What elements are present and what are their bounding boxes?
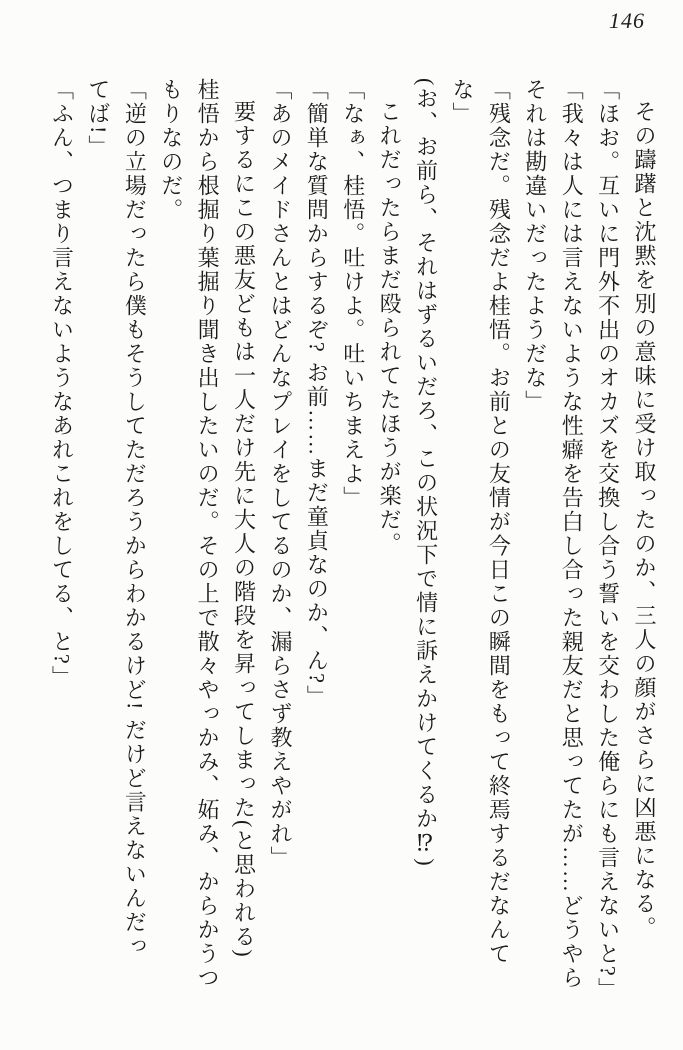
text-line: それは勘違いだったようだな」	[522, 78, 548, 414]
text-line: な」	[449, 78, 475, 126]
text-line: その躊躇と沈黙を別の意味に受け取ったのか、三人の顔がさらに凶悪になる。	[632, 100, 657, 940]
text-line: 「なぁ、桂悟。吐けよ。吐いちまえよ」	[340, 78, 366, 510]
text-line: 「ふん、つまり言えないようなあれこれをしてる、と?」	[49, 78, 75, 690]
text-line: (お、お前ら、それはずるいだろ、この状況下で情に訴えかけてくるか⁉)	[413, 78, 439, 868]
text-line: 「残念だ。残念だよ桂悟。お前との友情が今日この瞬間をもって終焉するだなんて	[486, 78, 512, 966]
text-line: 「我々は人には言えないような性癖を告白し合った親友だと思ってたが……どうやら	[559, 78, 585, 990]
text-line: 桂悟から根掘り葉掘り聞き出したいのだ。その上で散々やっかみ、妬み、からかうつ	[195, 78, 221, 990]
text-line: 「ほお。互いに門外不出のオカズを交換し合う誓いを交わした俺らにも言えないと?」	[595, 78, 621, 1002]
text-block	[42, 78, 662, 1036]
text-line: もりなのだ。	[158, 78, 184, 222]
text-line: 「あのメイドさんとはどんなプレイをしてるのか、漏らさず教えやがれ」	[267, 78, 293, 870]
text-line: てば!」	[85, 78, 111, 160]
text-line: これだったらまだ殴られてたほうが楽だ。	[377, 100, 403, 556]
page-number: 146	[609, 8, 645, 33]
text-line: 「簡単な質問からするぞ? お前……まだ童貞なのか、ん?」	[304, 78, 330, 710]
text-line: 要するにこの悪友どもは一人だけ先に大人の階段を昇ってしまった(と思われる)	[231, 100, 257, 959]
text-line: 「逆の立場だったら僕もそうしてただろうからわかるけど! だけど言えないんだっ	[122, 78, 148, 959]
